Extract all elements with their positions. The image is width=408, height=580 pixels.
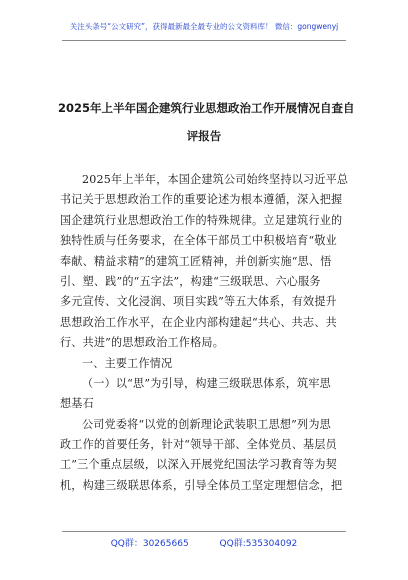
body-line: 公司党委将“以党的创新理论武装职工思想”列为思 bbox=[82, 417, 331, 431]
body-line: 政工作的首要任务，针对“领导干部、全体党员、基层员 bbox=[60, 438, 337, 452]
document-body bbox=[60, 170, 350, 496]
body-line: 多元宣传、文化浸润、项目实践”等五大体系，有效提升 bbox=[60, 295, 337, 309]
body-line: 思想政治工作水平，在企业内部构建起“共心、共志、共 bbox=[60, 315, 337, 329]
footer-divider bbox=[62, 531, 346, 532]
section-heading: 一、主要工作情况 bbox=[82, 356, 173, 370]
document-title-line-1: 2025年上半年国企建筑行业思想政治工作开展情况自查自 bbox=[58, 101, 355, 115]
header-banner: 关注头条号“公文研究”，获得最新最全最专业的公文资料库！ 微信：gongwenyj bbox=[69, 22, 339, 31]
footer bbox=[0, 536, 408, 549]
subsection-heading-line-2: 想基石 bbox=[60, 397, 94, 411]
body-line: 引、塑、践”的“五字法”，构建“三级联思、六心服务 bbox=[60, 274, 321, 288]
footer-qq-group-1: QQ群：30265665 bbox=[110, 539, 189, 549]
header-divider bbox=[62, 40, 346, 41]
footer-qq-group-2: QQ群:535304092 bbox=[219, 539, 298, 549]
body-line: 书记关于思想政治工作的重要论述为根本遵循，深入把握 bbox=[60, 193, 343, 207]
body-line: 国企建筑行业思想政治工作的特殊规律。立足建筑行业的 bbox=[60, 213, 343, 227]
body-line: 独特性质与任务要求，在全体干部员工中积极培育“敬业 bbox=[60, 234, 337, 248]
document-title-line-2: 评报告 bbox=[186, 129, 222, 143]
body-line: 机，构建三级联思体系，引导全体员工坚定理想信念，把 bbox=[60, 478, 343, 492]
body-line: 行、共进”的思想政治工作格局。 bbox=[60, 336, 224, 350]
body-line: 2025年上半年，本国企建筑公司始终坚持以习近平总 bbox=[82, 173, 349, 186]
subsection-heading-line-1: （一）以“思”为引导，构建三级联思体系，筑牢思 bbox=[82, 376, 331, 390]
body-line: 奉献、精益求精”的建筑工匠精神，并创新实施“思、悟 bbox=[60, 254, 332, 268]
body-line: 工”三个重点层级，以深入开展党纪国法学习教育等为契 bbox=[60, 458, 337, 472]
